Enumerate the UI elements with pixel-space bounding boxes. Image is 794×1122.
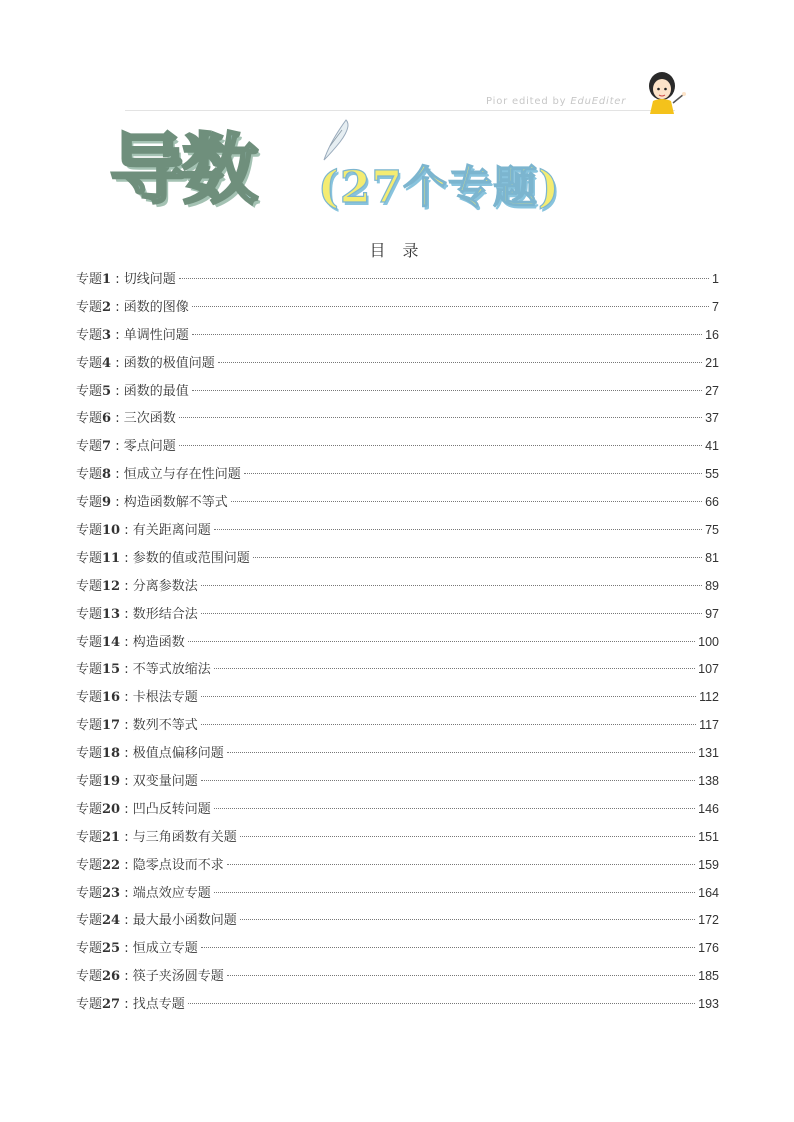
toc-entry-prefix: 专题 xyxy=(76,829,103,845)
toc-entry-label xyxy=(76,740,224,768)
toc-entry-title: 构造函数解不等式 xyxy=(123,495,228,511)
toc-leader-dots xyxy=(192,334,702,335)
toc-page-number: 21 xyxy=(705,355,719,370)
toc-leader-dots xyxy=(214,808,695,809)
toc-entry-label xyxy=(76,294,189,322)
toc-entry-separator: : xyxy=(120,523,133,539)
toc-entry-label xyxy=(76,350,215,378)
toc-entry-title: 构造函数 xyxy=(132,634,185,650)
toc-entry-separator: : xyxy=(111,467,124,483)
toc-entry-separator: : xyxy=(111,327,124,343)
toc-entry-separator: : xyxy=(120,941,133,957)
toc-entry-number: 26 xyxy=(102,969,121,985)
toc-entry-separator: : xyxy=(120,969,133,985)
toc-entry-number: 5 xyxy=(102,383,112,399)
toc-entry-title: 极值点偏移问题 xyxy=(132,746,224,762)
toc-leader-dots xyxy=(201,780,695,781)
toc-entry-title: 函数的最值 xyxy=(123,383,189,399)
toc-entry-label xyxy=(76,461,241,489)
toc-entry-title: 凹凸反转问题 xyxy=(132,801,211,817)
toc-entry-separator: : xyxy=(120,662,133,678)
toc-entry-title: 找点专题 xyxy=(132,997,185,1013)
toc-leader-dots xyxy=(214,892,695,893)
toc-leader-dots xyxy=(244,473,702,474)
toc-entry-separator: : xyxy=(120,746,133,762)
toc-entry[interactable] xyxy=(76,517,719,545)
toc-entry-prefix: 专题 xyxy=(76,913,103,929)
toc-entry[interactable] xyxy=(76,880,719,908)
toc-entry-prefix: 专题 xyxy=(76,801,103,817)
toc-entry-separator: : xyxy=(120,550,133,566)
toc-page-number: 138 xyxy=(698,774,719,789)
toc-page-number: 89 xyxy=(705,578,719,593)
toc-leader-dots xyxy=(214,529,702,530)
toc-entry-number: 11 xyxy=(102,550,121,566)
toc-entry-label xyxy=(76,824,237,852)
toc-leader-dots xyxy=(192,390,702,391)
toc-leader-dots xyxy=(192,306,709,307)
toc-entry-title: 隐零点设而不求 xyxy=(132,857,224,873)
toc-entry-number: 9 xyxy=(102,495,112,511)
toc-page-number: 100 xyxy=(698,634,719,649)
toc-entry-prefix: 专题 xyxy=(76,550,103,566)
toc-entry-number: 4 xyxy=(102,355,112,371)
toc-entry-label xyxy=(76,656,211,684)
toc-entry[interactable] xyxy=(76,907,719,935)
toc-entry-number: 14 xyxy=(102,634,121,650)
toc-entry[interactable] xyxy=(76,768,719,796)
toc-entry-title: 参数的值或范围问题 xyxy=(132,550,250,566)
toc-page-number: 164 xyxy=(698,885,719,900)
table-of-contents xyxy=(76,266,719,1019)
toc-entry[interactable] xyxy=(76,573,719,601)
pen-icon xyxy=(316,116,356,162)
toc-page-number: 117 xyxy=(699,718,719,733)
toc-entry-label xyxy=(76,907,237,935)
toc-page-number: 146 xyxy=(698,801,719,816)
toc-entry-label xyxy=(76,545,250,573)
toc-entry-number: 17 xyxy=(102,718,121,734)
toc-entry-separator: : xyxy=(111,411,124,427)
toc-page-number: 107 xyxy=(698,662,719,677)
toc-entry-number: 19 xyxy=(102,774,121,790)
toc-entry-number: 15 xyxy=(102,662,121,678)
toc-page-number: 81 xyxy=(705,550,719,565)
toc-leader-dots xyxy=(227,864,695,865)
toc-entry-separator: : xyxy=(120,774,133,790)
toc-entry-prefix: 专题 xyxy=(76,411,103,427)
toc-entry-prefix: 专题 xyxy=(76,299,103,315)
toc-entry-label xyxy=(76,991,185,1019)
toc-entry-title: 卡根法专题 xyxy=(132,690,198,706)
toc-entry-title: 最大最小函数问题 xyxy=(132,913,237,929)
toc-entry-separator: : xyxy=(111,299,124,315)
girl-mascot-icon xyxy=(640,70,690,114)
toc-entry-separator: : xyxy=(111,355,124,371)
toc-entry-label xyxy=(76,322,189,350)
toc-entry-label xyxy=(76,768,198,796)
toc-entry-separator: : xyxy=(111,439,124,455)
toc-entry-prefix: 专题 xyxy=(76,578,103,594)
toc-leader-dots xyxy=(227,752,695,753)
toc-entry-prefix: 专题 xyxy=(76,495,103,511)
toc-page-number: 16 xyxy=(705,327,719,342)
toc-page-number: 66 xyxy=(705,495,719,510)
toc-leader-dots xyxy=(253,557,702,558)
toc-leader-dots xyxy=(179,278,709,279)
title-main: 导数 xyxy=(110,125,254,214)
toc-entry-separator: : xyxy=(120,857,133,873)
toc-entry-separator: : xyxy=(120,997,133,1013)
toc-entry-prefix: 专题 xyxy=(76,355,103,371)
toc-entry-number: 25 xyxy=(102,941,121,957)
toc-entry-separator: : xyxy=(111,495,124,511)
toc-entry-title: 三次函数 xyxy=(123,411,176,427)
toc-page-number: 176 xyxy=(698,941,719,956)
toc-entry-title: 单调性问题 xyxy=(123,327,189,343)
title-subtitle: (27个专题) xyxy=(318,162,560,213)
watermark-brand: EduEditer xyxy=(570,96,627,107)
toc-entry-label xyxy=(76,601,198,629)
toc-entry-prefix: 专题 xyxy=(76,774,103,790)
toc-entry-separator: : xyxy=(120,634,133,650)
toc-entry-label xyxy=(76,963,224,991)
toc-entry-title: 分离参数法 xyxy=(132,578,198,594)
toc-entry[interactable] xyxy=(76,796,719,824)
toc-entry-prefix: 专题 xyxy=(76,383,103,399)
toc-leader-dots xyxy=(201,947,695,948)
toc-entry[interactable] xyxy=(76,405,719,433)
toc-leader-dots xyxy=(231,501,702,502)
toc-entry-prefix: 专题 xyxy=(76,885,103,901)
toc-entry-label xyxy=(76,266,176,294)
toc-entry-number: 22 xyxy=(102,857,121,873)
toc-entry[interactable] xyxy=(76,824,719,852)
toc-page-number: 151 xyxy=(698,829,719,844)
toc-entry-prefix: 专题 xyxy=(76,690,103,706)
toc-entry[interactable] xyxy=(76,963,719,991)
toc-entry-title: 数列不等式 xyxy=(132,718,198,734)
toc-entry-title: 不等式放缩法 xyxy=(132,662,211,678)
toc-entry-number: 16 xyxy=(102,690,121,706)
toc-entry[interactable] xyxy=(76,601,719,629)
toc-entry-separator: : xyxy=(120,690,133,706)
toc-entry[interactable] xyxy=(76,684,719,712)
toc-entry-label xyxy=(76,489,228,517)
toc-page-number: 55 xyxy=(705,467,719,482)
toc-entry-label xyxy=(76,880,211,908)
toc-entry-prefix: 专题 xyxy=(76,467,103,483)
toc-entry[interactable] xyxy=(76,629,719,657)
toc-page-number: 37 xyxy=(705,411,719,426)
toc-leader-dots xyxy=(201,724,696,725)
toc-entry-number: 24 xyxy=(102,913,121,929)
toc-leader-dots xyxy=(201,613,702,614)
toc-page-number: 159 xyxy=(698,857,719,872)
toc-leader-dots xyxy=(201,696,696,697)
toc-page-number: 1 xyxy=(712,272,719,286)
toc-entry-separator: : xyxy=(120,885,133,901)
toc-entry-prefix: 专题 xyxy=(76,634,103,650)
toc-entry-title: 函数的极值问题 xyxy=(123,355,215,371)
toc-entry[interactable] xyxy=(76,433,719,461)
toc-entry-title: 端点效应专题 xyxy=(132,885,211,901)
toc-entry-title: 切线问题 xyxy=(123,272,176,287)
toc-leader-dots xyxy=(227,975,695,976)
toc-entry-prefix: 专题 xyxy=(76,941,103,957)
toc-entry-title: 双变量问题 xyxy=(132,774,198,790)
toc-entry-number: 20 xyxy=(102,801,121,817)
toc-entry-prefix: 专题 xyxy=(76,439,103,455)
toc-entry[interactable] xyxy=(76,545,719,573)
toc-entry-title: 零点问题 xyxy=(123,439,176,455)
toc-entry-title: 有关距离问题 xyxy=(132,523,211,539)
toc-entry-prefix: 专题 xyxy=(76,662,103,678)
toc-entry[interactable] xyxy=(76,489,719,517)
toc-entry-prefix: 专题 xyxy=(76,746,103,762)
toc-page-number: 97 xyxy=(705,606,719,621)
toc-entry-title: 数形结合法 xyxy=(132,606,198,622)
toc-entry[interactable] xyxy=(76,266,719,294)
watermark-prefix: Pior edited by xyxy=(486,96,571,107)
toc-entry[interactable] xyxy=(76,656,719,684)
toc-entry-label xyxy=(76,796,211,824)
toc-page-number: 41 xyxy=(705,439,719,454)
toc-page-number: 75 xyxy=(705,523,719,538)
toc-entry-number: 21 xyxy=(102,829,121,845)
toc-entry-label xyxy=(76,378,189,406)
toc-leader-dots xyxy=(218,362,702,363)
toc-page-number: 185 xyxy=(698,969,719,984)
toc-page-number: 7 xyxy=(712,299,719,314)
toc-entry[interactable] xyxy=(76,712,719,740)
toc-leader-dots xyxy=(240,836,695,837)
toc-entry-prefix: 专题 xyxy=(76,718,103,734)
toc-entry[interactable] xyxy=(76,322,719,350)
toc-leader-dots xyxy=(179,445,702,446)
toc-leader-dots xyxy=(179,417,702,418)
toc-entry-separator: : xyxy=(120,606,133,622)
toc-page-number: 112 xyxy=(699,690,719,705)
toc-entry-label xyxy=(76,517,211,545)
toc-entry-label xyxy=(76,405,176,433)
toc-entry-number: 7 xyxy=(102,439,112,455)
toc-page-number: 131 xyxy=(698,746,719,761)
toc-entry-number: 13 xyxy=(102,606,121,622)
toc-entry-separator: : xyxy=(120,829,133,845)
toc-entry-number: 12 xyxy=(102,578,121,594)
toc-entry-label xyxy=(76,573,198,601)
toc-leader-dots xyxy=(188,1003,695,1004)
toc-entry[interactable] xyxy=(76,350,719,378)
toc-entry[interactable] xyxy=(76,461,719,489)
toc-entry-separator: : xyxy=(111,383,124,399)
toc-entry-separator: : xyxy=(120,578,133,594)
toc-entry-separator: : xyxy=(120,718,133,734)
toc-entry-number: 8 xyxy=(102,467,112,483)
toc-page-number: 27 xyxy=(705,383,719,398)
toc-entry[interactable] xyxy=(76,852,719,880)
watermark xyxy=(486,96,626,107)
toc-entry-title: 恒成立专题 xyxy=(132,941,198,957)
toc-entry-title: 筷子夹汤圆专题 xyxy=(132,969,224,985)
toc-entry-separator: : xyxy=(111,272,124,287)
header-rule xyxy=(125,110,675,111)
toc-entry-label xyxy=(76,935,198,963)
toc-leader-dots xyxy=(201,585,702,586)
toc-leader-dots xyxy=(214,668,695,669)
toc-entry-label xyxy=(76,433,176,461)
toc-entry-separator: : xyxy=(120,913,133,929)
toc-entry[interactable] xyxy=(76,991,719,1019)
toc-entry[interactable] xyxy=(76,740,719,768)
toc-entry-title: 恒成立与存在性问题 xyxy=(123,467,241,483)
toc-entry-prefix: 专题 xyxy=(76,969,103,985)
toc-entry-prefix: 专题 xyxy=(76,272,103,287)
toc-entry-separator: : xyxy=(120,801,133,817)
toc-entry-number: 2 xyxy=(102,299,112,315)
toc-entry-prefix: 专题 xyxy=(76,606,103,622)
toc-leader-dots xyxy=(188,641,695,642)
toc-entry-prefix: 专题 xyxy=(76,523,103,539)
toc-leader-dots xyxy=(240,919,695,920)
toc-entry-number: 1 xyxy=(102,272,112,287)
toc-entry-title: 与三角函数有关题 xyxy=(132,829,237,845)
toc-entry-number: 3 xyxy=(102,327,112,343)
toc-entry[interactable] xyxy=(76,294,719,322)
toc-entry-label xyxy=(76,629,185,657)
toc-entry[interactable] xyxy=(76,935,719,963)
toc-entry-number: 27 xyxy=(102,997,121,1013)
toc-entry-label xyxy=(76,712,198,740)
toc-entry-label xyxy=(76,684,198,712)
toc-entry-number: 18 xyxy=(102,746,121,762)
toc-page-number: 193 xyxy=(698,997,719,1012)
toc-entry-label xyxy=(76,852,224,880)
toc-entry-number: 6 xyxy=(102,411,112,427)
toc-page-number: 172 xyxy=(698,913,719,928)
toc-entry[interactable] xyxy=(76,378,719,406)
toc-entry-prefix: 专题 xyxy=(76,997,103,1013)
toc-entry-title: 函数的图像 xyxy=(123,299,189,315)
toc-entry-prefix: 专题 xyxy=(76,857,103,873)
toc-entry-number: 23 xyxy=(102,885,121,901)
toc-heading: 目 录 xyxy=(369,241,425,260)
toc-entry-number: 10 xyxy=(102,523,121,539)
toc-entry-prefix: 专题 xyxy=(76,327,103,343)
